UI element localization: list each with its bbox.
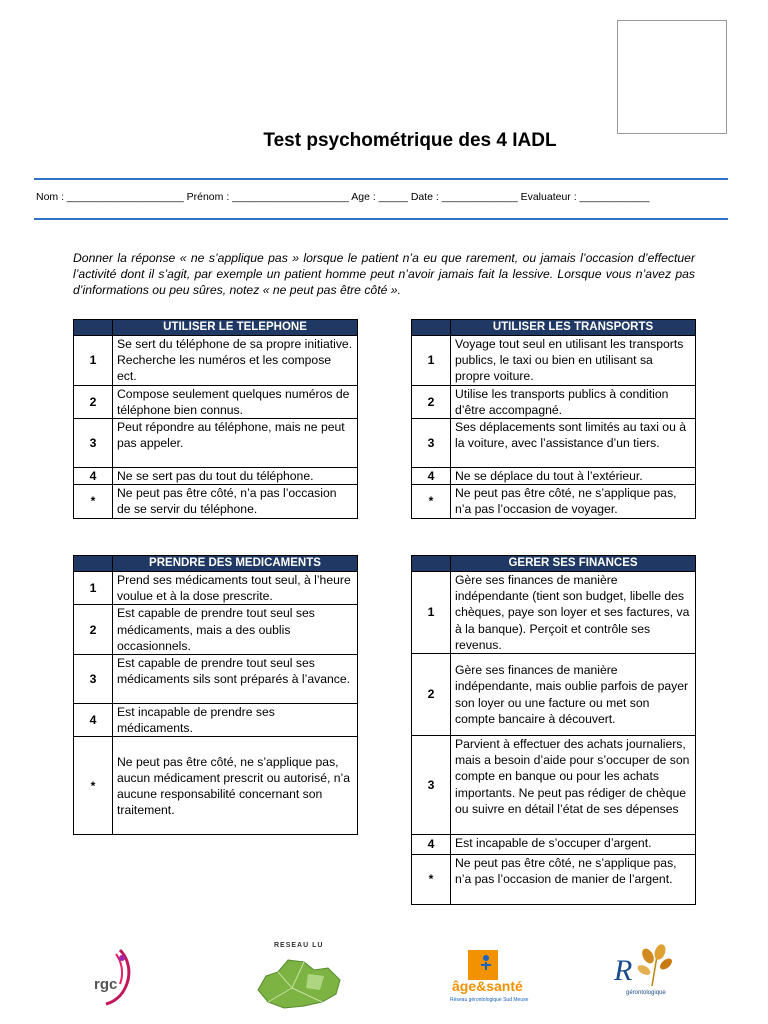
score-cell: 4: [74, 704, 113, 737]
score-cell: *: [74, 485, 113, 518]
score-cell: 3: [74, 655, 113, 704]
table-finances: [411, 555, 696, 905]
description-cell: Est incapable de s’occuper d’argent.: [451, 835, 696, 855]
description-cell: Est capable de prendre tout seul ses médicaments sils sont préparés à l’avance.: [113, 655, 358, 704]
table-header-blank: [412, 556, 451, 572]
table-row: [74, 655, 358, 704]
r-logo-letter: R: [614, 954, 633, 987]
divider-top: [34, 178, 728, 180]
table-row: [412, 468, 696, 485]
table-header-blank: [412, 320, 451, 336]
table-header: UTILISER LES TRANSPORTS: [451, 320, 696, 336]
table-row: [74, 572, 358, 605]
page-title: Test psychométrique des 4 IADL: [263, 130, 557, 151]
age-sante-logo: [450, 950, 529, 1008]
table-header: PRENDRE DES MEDICAMENTS: [113, 556, 358, 572]
age-sante-logo-text: âge&santé: [452, 978, 523, 994]
description-cell: Ne peut pas être côté, ne s’applique pas, n’a pas l’occasion de voyager.: [451, 485, 696, 518]
description-cell: Gère ses finances de manière indépendante (tient son budget, libelle des chèques, paye son loyer et ses factures, va à la banque). Perçoit et contrôle ses revenus.: [451, 572, 696, 654]
table-row: [412, 835, 696, 855]
table-row: [412, 385, 696, 418]
description-cell: Se sert du téléphone de sa propre initiative. Recherche les numéros et les compose ect.: [113, 336, 358, 386]
score-cell: 3: [412, 419, 451, 468]
r-gerontologique-logo: [608, 942, 674, 1010]
description-cell: Voyage tout seul en utilisant les transports publics, le taxi ou bien en utilisant sa propre voiture.: [451, 336, 696, 386]
rgc-logo-text: rgc: [94, 976, 118, 993]
score-cell: 1: [412, 336, 451, 386]
table-transports: [411, 319, 696, 519]
table-row: [74, 336, 358, 386]
photo-box: [617, 20, 727, 134]
description-cell: Utilise les transports publics à condition d’être accompagné.: [451, 385, 696, 418]
table-header-blank: [74, 556, 113, 572]
table-row: [412, 736, 696, 835]
table-row: [412, 419, 696, 468]
table-row: [74, 605, 358, 655]
score-cell: 3: [412, 736, 451, 835]
score-cell: 1: [74, 336, 113, 386]
description-cell: Prend ses médicaments tout seul, à l’heure voulue et à la dose prescrite.: [113, 572, 358, 605]
table-row: [412, 485, 696, 518]
score-cell: *: [412, 485, 451, 518]
table-row: [74, 485, 358, 518]
score-cell: 2: [412, 385, 451, 418]
description-cell: Ne peut pas être côté, ne s’applique pas, n’a pas l’occasion de manier de l’argent.: [451, 855, 696, 905]
footer-logos: [0, 942, 768, 1012]
description-cell: Compose seulement quelques numéros de téléphone bien connus.: [113, 385, 358, 418]
score-cell: 1: [412, 572, 451, 654]
description-cell: Parvient à effectuer des achats journaliers, mais a besoin d’aide pour s’occuper de son compte en banque ou pour les achats importants. Ne peut pas rédiger de chèque ou suivre en détail l’état de ses dépenses: [451, 736, 696, 835]
table-row: [74, 385, 358, 418]
rgc-logo: [92, 946, 140, 1010]
reseau-map-logo: [248, 942, 348, 1012]
score-cell: *: [74, 737, 113, 835]
score-cell: 4: [412, 468, 451, 485]
r-logo-subtext: gérontologique: [626, 990, 666, 996]
description-cell: Gère ses finances de manière indépendante, mais oublie parfois de payer son loyer ou une facture ou met son compte bancaire à découvert.: [451, 654, 696, 736]
table-row: [412, 336, 696, 386]
table-medicaments: [73, 555, 358, 835]
divider-bottom: [34, 218, 728, 220]
description-cell: Est incapable de prendre ses médicaments.: [113, 704, 358, 737]
table-telephone: [73, 319, 358, 519]
table-row: [74, 737, 358, 835]
table-row: [412, 855, 696, 905]
description-cell: Peut répondre au téléphone, mais ne peut pas appeler.: [113, 419, 358, 468]
table-header-blank: [74, 320, 113, 336]
score-cell: 3: [74, 419, 113, 468]
description-cell: Ses déplacements sont limités au taxi ou à la voiture, avec l’assistance d’un tiers.: [451, 419, 696, 468]
table-row: [74, 704, 358, 737]
table-header: GERER SES FINANCES: [451, 556, 696, 572]
score-cell: 4: [74, 468, 113, 485]
description-cell: Est capable de prendre tout seul ses médicaments, mais a des oublis occasionnels.: [113, 605, 358, 655]
score-cell: 4: [412, 835, 451, 855]
table-row: [412, 572, 696, 654]
identity-fields-line: Nom : ____________________ Prénom : ____________________ Age : _____ Date : _____________ Evaluateur : ____________: [36, 191, 650, 203]
description-cell: Ne se déplace du tout à l’extérieur.: [451, 468, 696, 485]
age-sante-logo-subtext: Réseau gérontologique Sud Meuse: [450, 997, 529, 1003]
score-cell: *: [412, 855, 451, 905]
instructions-paragraph: Donner la réponse « ne s’applique pas » lorsque le patient n’a eu que rarement, ou jamais l’occasion d’effectuer l’activité dont il s’agit, par exemple un patient homme peut n’avoir jamais fait la lessive. Lorsque vous n’avez pas d’informations ou peu sûres, notez « ne peut pas être côté ».: [73, 251, 695, 298]
table-row: [74, 468, 358, 485]
score-cell: 1: [74, 572, 113, 605]
figure-icon: [476, 954, 496, 974]
score-cell: 2: [74, 385, 113, 418]
description-cell: Ne peut pas être côté, n’a pas l’occasion de se servir du téléphone.: [113, 485, 358, 518]
table-row: [74, 419, 358, 468]
description-cell: Ne peut pas être côté, ne s’applique pas, aucun médicament prescrit ou autorisé, n’a aucune responsabilité concernant son traitement.: [113, 737, 358, 835]
table-row: [412, 654, 696, 736]
reseau-logo-text: RESEAU LU: [274, 942, 324, 949]
description-cell: Ne se sert pas du tout du téléphone.: [113, 468, 358, 485]
table-header: UTILISER LE TELEPHONE: [113, 320, 358, 336]
score-cell: 2: [74, 605, 113, 655]
score-cell: 2: [412, 654, 451, 736]
